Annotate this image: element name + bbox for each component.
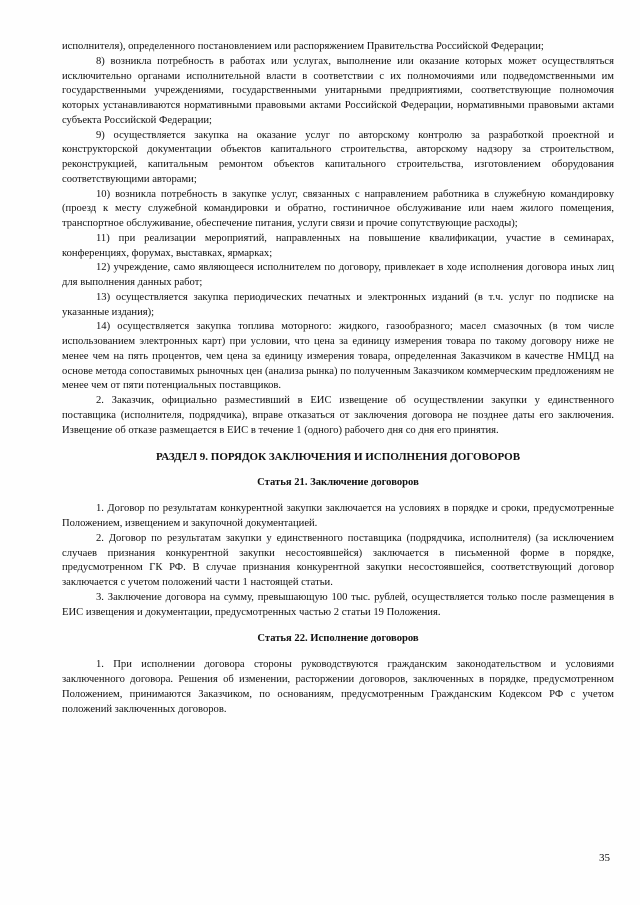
paragraph: 11) при реализации мероприятий, направленных на повышение квалификации, участие в семинарах, конференциях, форумах, выставках, ярмарках; <box>62 232 614 259</box>
paragraph: 8) возникла потребность в работах или услугах, выполнение или оказание которых может осуществляться исключительно органами исполнительной власти в соответствии с их полномочиями или подведомственными им государственными учреждениями, государственными унитарными предприятиями, соответствующие полномочия которых устанавливаются нормативными правовыми актами Российской Федерации, нормативными правовыми актами субъекта Российской Федерации; <box>62 55 614 126</box>
article-title: Статья 22. Исполнение договоров <box>257 633 419 645</box>
paragraph: 10) возникла потребность в закупке услуг, связанных с направлением работника в служебную командировку (проезд к месту служебной командировки и обратно, гостиничное обслуживание или наем жилого помещения, транспортное обслуживание, обеспечение питания, услуги связи и прочие сопутствующие расходы); <box>62 188 614 229</box>
paragraph: 9) осуществляется закупка на оказание услуг по авторскому контролю за разработкой проектной и конструкторской документации объектов капитального строительства, авторскому надзору за строительством, реконструкцией, капитальным ремонтом объектов капитального строительства, изготовлением оборудования соответствующими авторами; <box>62 129 614 185</box>
section-title: РАЗДЕЛ 9. ПОРЯДОК ЗАКЛЮЧЕНИЯ И ИСПОЛНЕНИЯ ДОГОВОРОВ <box>155 451 521 464</box>
paragraph: 1. При исполнении договора стороны руководствуются гражданским законодательством и условиями заключенного договора. Решения об изменении, расторжении договоров, заключенных в порядке, предусмотренном Положением, принимаются Заказчиком, по основаниям, предусмотренным Гражданским Кодексом РФ с учетом положений заключенных договоров. <box>62 659 614 715</box>
spacer <box>62 438 614 450</box>
paragraph: 2. Заказчик, официально разместивший в ЕИС извещение об осуществлении закупки у единственного поставщика (исполнителя, подрядчика), вправе отказаться от заключения договора не позднее даты его заключения. Извещение об отказе размещается в ЕИС в течение 1 (одного) рабочего дня со дня его принятия. <box>62 395 614 436</box>
spacer <box>62 464 614 476</box>
paragraph: 13) осуществляется закупка периодических печатных и электронных изданий (в т.ч. услуг по подписке на указанные издания); <box>62 291 614 318</box>
paragraph: исполнителя), определенного постановлением или распоряжением Правительства Российской Федерации; <box>62 41 544 52</box>
paragraph: 1. Договор по результатам конкурентной закупки заключается на условиях в порядке и сроки, предусмотренные Положением, извещением и закупочной документацией. <box>62 503 614 529</box>
paragraph: 2. Договор по результатам закупки у единственного поставщика (подрядчика, исполнителя) (за исключением случаев признания конкурентной закупки несостоявшейся) заключается в письменной форме в порядке, предусмотренном ГК РФ. В случае признания конкурентной закупки несостоявшейся, соответствующий договор заключается с учетом положений части 1 настоящей статьи. <box>62 532 614 588</box>
page-number: 35 <box>599 852 610 864</box>
paragraph: 14) осуществляется закупка топлива моторного: жидкого, газообразного; масел смазочных (в том числе использованием электронных карт) при условии, что цена за единицу измерения товара по такому договору ниже не менее чем на пять процентов, чем цена за единицу измерения товара, определенная Заказчиком в качестве НМЦД на основе метода сопоставимых рыночных цен (анализа рынка) по полученным Заказчиком коммерческим предложениям не менее чем от пяти потенциальных поставщиков. <box>62 321 614 392</box>
paragraph: 12) учреждение, само являющееся исполнителем по договору, привлекает в ходе исполнения договора иных лиц для выполнения данных работ; <box>62 262 614 288</box>
article-title: Статья 21. Заключение договоров <box>257 477 419 489</box>
spacer <box>62 646 614 658</box>
page-text <box>62 40 614 717</box>
spacer <box>62 490 614 502</box>
paragraph: 3. Заключение договора на сумму, превышающую 100 тыс. рублей, осуществляется только после размещения в ЕИС извещения и документации, предусмотренных частью 2 статьи 19 Положения. <box>62 591 614 618</box>
spacer <box>62 620 614 632</box>
